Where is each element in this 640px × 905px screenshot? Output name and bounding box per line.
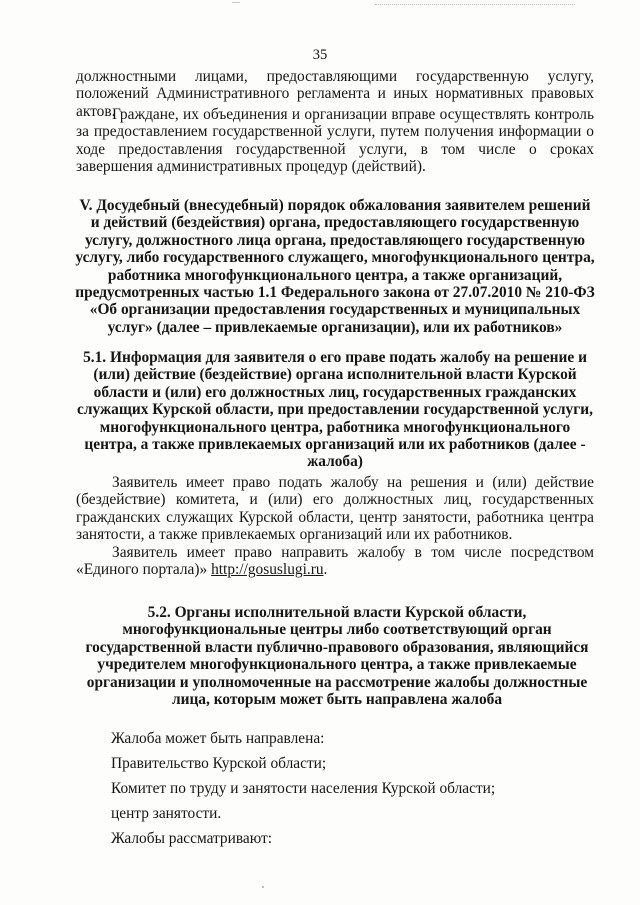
list-item: Жалобы рассматривают: [111, 830, 273, 847]
list-item: Комитет по труду и занятости населения Курской области; [111, 780, 496, 797]
section-5-1-heading: 5.1. Информация для заявителя о его праве подать жалобу на решение и (или) действие (бездействие) органа исполнительной власти Курской области и (или) его должностных лиц, государственных гражданских служащих Курской области, при предоставлении государственной услуги, многофункционального центра, работника многофункционального центра, а также привлекаемых организаций или их работников (далее - жалоба) [77, 349, 593, 471]
paragraph-citizens-control: Граждане, их объединения и организации вправе осуществлять контроль за предоставлением государственной услуги, путем получения информации о ходе предоставления государственной услуги, в том числе о сроках завершения административных процедур (действий). [76, 106, 594, 176]
paragraph-right-to-complain [76, 474, 594, 544]
scan-artifact-tick [232, 2, 240, 3]
scan-speck [262, 886, 264, 888]
portal-end: . [323, 561, 328, 579]
section-v-heading: V. Досудебный (внесудебный) порядок обжалования заявителем решений и действий (бездействия) органа, предоставляющего государственную услугу, должностного лица органа, предоставляющего государственную услугу, либо государственного служащего, многофункционального центра, работника многофункционального центра, а также организаций, предусмотренных частью 1.1 Федерального закона от 27.07.2010 № 210-ФЗ «Об организации предоставления государственных и муниципальных услуг» (далее – привлекаемые организации), или их работников» [75, 197, 595, 336]
scan-artifact-top [375, 4, 575, 7]
list-item: Правительство Курской области; [111, 755, 327, 772]
section-5-2-heading: 5.2. Органы исполнительной власти Курской области, многофункциональные центры либо соответствующий орган государственной власти публично-правового образования, являющийся учредителем многофункционального центра, а также привлекаемые организации и уполномоченные на рассмотрение жалобы должностные лица, которым может быть направлена жалоба [85, 604, 589, 709]
paragraph-right-to-complain-text: Заявитель имеет право подать жалобу на решения и (или) действие (бездействие) комитета, и (или) его должностных лиц, государственных гражданских служащих Курской области, центр занятости, работника центра занятости, а также привлекаемых организаций или их работников. [76, 474, 594, 544]
portal-text: Заявитель имеет право направить жалобу в том числе посредством «Единого портала)» [76, 544, 594, 579]
page-number: 35 [312, 47, 328, 63]
paragraph-portal [76, 544, 594, 579]
list-item: Жалоба может быть направлена: [111, 730, 325, 747]
list-item: центр занятости. [111, 805, 222, 822]
paragraph-intro: должностными лицами, предоставляющими государственную услугу, положений Административного регламента и иных нормативных правовых актов. [76, 68, 594, 120]
portal-link[interactable]: http://gosuslugi.ru [211, 561, 324, 579]
